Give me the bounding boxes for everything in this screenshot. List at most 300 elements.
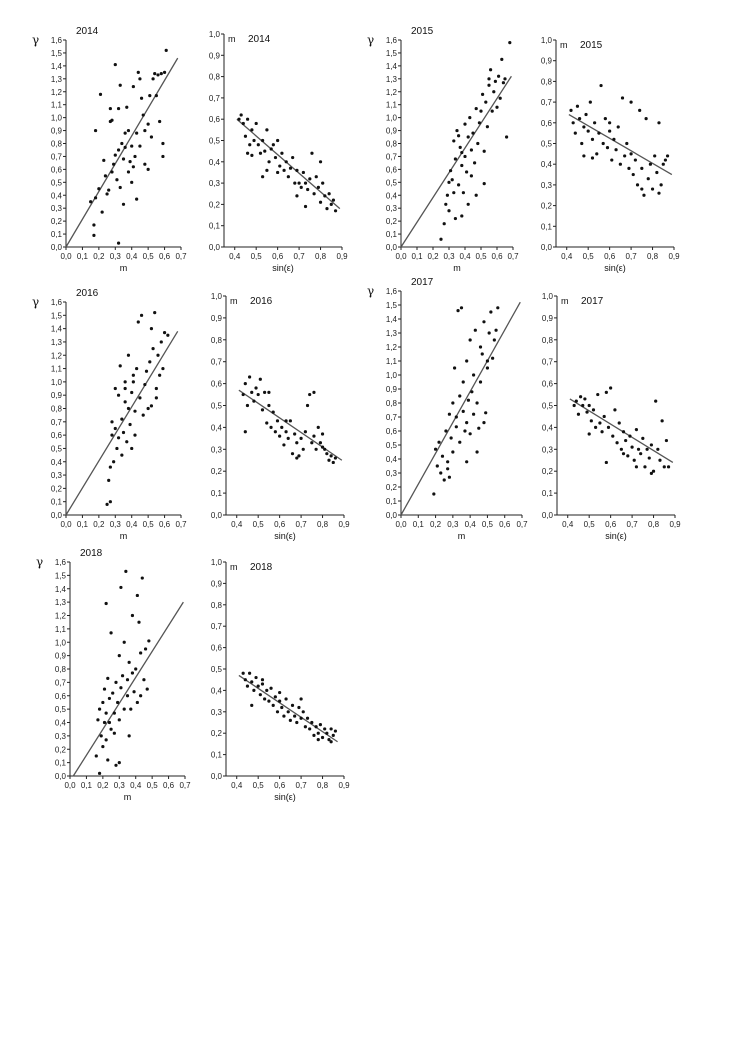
x-tick-label: 0,8	[647, 520, 660, 529]
data-point	[639, 452, 642, 455]
data-point	[289, 419, 292, 422]
data-point	[287, 710, 290, 713]
x-tick-label: 0,1	[411, 252, 423, 261]
data-point	[252, 689, 255, 692]
data-point	[130, 144, 133, 147]
x-tick-label: 0,7	[625, 252, 637, 261]
x-tick-label: 0,2	[97, 781, 109, 790]
data-point	[321, 736, 324, 739]
y-tick-label: 0,4	[385, 191, 397, 201]
chart-p2016a	[32, 288, 187, 541]
y-tick-label: 0,1	[50, 497, 62, 507]
data-point	[133, 410, 136, 413]
data-point	[112, 163, 115, 166]
chart-p2014b	[209, 30, 348, 273]
data-point	[587, 129, 590, 132]
y-tick-label: 1,2	[50, 351, 62, 361]
data-point	[104, 174, 107, 177]
data-point	[645, 117, 648, 120]
y-tick-label: 0,9	[210, 313, 222, 323]
x-tick-label: 0,3	[109, 520, 121, 529]
y-tick-label: 0,7	[540, 98, 552, 108]
data-point	[250, 128, 253, 131]
data-point	[640, 187, 643, 190]
data-point	[479, 110, 482, 113]
data-point	[146, 687, 149, 690]
data-point	[89, 200, 92, 203]
data-point	[147, 168, 150, 171]
data-point	[98, 708, 101, 711]
data-point	[282, 714, 285, 717]
y-tick-label: 0,7	[385, 413, 397, 422]
y-tick-label: 0,8	[385, 399, 397, 408]
data-point	[469, 432, 472, 435]
data-point	[155, 94, 158, 97]
data-point	[108, 697, 111, 700]
data-point	[130, 391, 133, 394]
y-axis-symbol: γ	[36, 555, 44, 569]
data-point	[475, 450, 478, 453]
data-point	[607, 426, 610, 429]
y-tick-label: 1,3	[385, 74, 397, 84]
x-tick-label: 0,5	[252, 781, 264, 790]
data-point	[654, 400, 657, 403]
data-point	[244, 678, 247, 681]
data-point	[150, 404, 153, 407]
data-point	[610, 158, 613, 161]
data-point	[117, 436, 120, 439]
data-point	[446, 467, 449, 470]
data-point	[250, 704, 253, 707]
y-tick-label: 0,6	[208, 115, 220, 125]
data-point	[330, 740, 333, 743]
data-point	[634, 158, 637, 161]
data-point	[244, 382, 247, 385]
data-point	[494, 329, 497, 332]
data-point	[150, 327, 153, 330]
data-point	[491, 357, 494, 360]
x-tick-label: 0,3	[443, 252, 455, 261]
data-point	[617, 125, 620, 128]
chart-p2017a	[367, 277, 528, 541]
year-label: 2018	[250, 562, 273, 573]
data-point	[114, 387, 117, 390]
data-point	[476, 142, 479, 145]
chart-p2018b	[211, 558, 350, 802]
data-point	[611, 435, 614, 438]
data-point	[508, 41, 511, 44]
data-point	[657, 192, 660, 195]
data-point	[626, 454, 629, 457]
data-point	[112, 460, 115, 463]
data-point	[321, 432, 324, 435]
data-point	[304, 725, 307, 728]
data-point	[276, 419, 279, 422]
year-label: 2016	[250, 296, 273, 307]
data-point	[259, 152, 262, 155]
y-axis-symbol: m	[228, 34, 236, 44]
y-axis-symbol: m	[230, 562, 238, 572]
data-point	[584, 113, 587, 116]
data-point	[447, 209, 450, 212]
data-point	[302, 171, 305, 174]
y-tick-label: 0,2	[210, 467, 222, 477]
data-point	[463, 122, 466, 125]
data-point	[444, 203, 447, 206]
y-tick-label: 0,5	[210, 665, 222, 674]
data-point	[317, 426, 320, 429]
data-point	[143, 129, 146, 132]
y-tick-label: 0,6	[541, 379, 553, 389]
data-point	[246, 685, 249, 688]
data-point	[588, 404, 591, 407]
data-point	[261, 408, 264, 411]
data-point	[456, 309, 459, 312]
y-tick-label: 1,0	[208, 30, 220, 39]
data-point	[462, 191, 465, 194]
data-point	[462, 410, 465, 413]
x-tick-label: 0,9	[336, 252, 348, 261]
data-point	[458, 394, 461, 397]
data-point	[612, 138, 615, 141]
data-point	[455, 415, 458, 418]
data-point	[254, 676, 257, 679]
data-point	[248, 143, 251, 146]
data-point	[483, 150, 486, 153]
y-tick-label: 0,0	[50, 243, 62, 252]
y-tick-label: 1,4	[50, 324, 62, 334]
y-tick-label: 1,0	[54, 638, 66, 648]
y-tick-label: 0,6	[54, 691, 66, 701]
data-point	[574, 132, 577, 135]
y-tick-label: 0,2	[54, 745, 66, 755]
x-tick-label: 0,6	[159, 520, 171, 529]
y-tick-label: 1,1	[54, 624, 66, 634]
x-tick-label: 0,4	[231, 520, 243, 529]
data-point	[147, 407, 150, 410]
data-point	[460, 306, 463, 309]
data-point	[334, 456, 337, 459]
data-point	[278, 164, 281, 167]
y-tick-label: 1,0	[385, 113, 397, 123]
data-point	[94, 196, 97, 199]
data-point	[447, 181, 450, 184]
data-point	[635, 428, 638, 431]
x-tick-label: 0,7	[175, 520, 187, 529]
data-point	[593, 121, 596, 124]
data-point	[117, 394, 120, 397]
data-point	[325, 452, 328, 455]
x-tick-label: 0,2	[430, 520, 442, 529]
data-point	[115, 447, 118, 450]
data-point	[105, 602, 108, 605]
data-point	[494, 80, 497, 83]
y-tick-label: 0,7	[210, 622, 222, 632]
data-point	[263, 150, 266, 153]
data-point	[663, 465, 666, 468]
y-tick-label: 0,7	[208, 93, 220, 103]
data-point	[441, 455, 444, 458]
y-tick-label: 1,5	[385, 48, 397, 58]
y-axis-symbol: γ	[32, 295, 40, 309]
data-point	[101, 745, 104, 748]
y-tick-label: 0,8	[54, 665, 66, 674]
data-point	[280, 426, 283, 429]
y-tick-label: 0,6	[540, 118, 552, 128]
data-point	[246, 404, 249, 407]
x-tick-label: 0,4	[464, 520, 476, 529]
data-point	[272, 143, 275, 146]
y-tick-label: 1,6	[385, 287, 397, 296]
data-point	[486, 366, 489, 369]
data-point	[632, 173, 635, 176]
data-point	[163, 331, 166, 334]
data-point	[284, 430, 287, 433]
data-point	[272, 704, 275, 707]
data-point	[166, 334, 169, 337]
data-point	[662, 163, 665, 166]
y-tick-label: 0,9	[385, 385, 397, 394]
data-point	[592, 408, 595, 411]
data-point	[269, 426, 272, 429]
data-point	[120, 142, 123, 145]
y-tick-label: 0,1	[540, 222, 552, 232]
y-axis-symbol: γ	[367, 284, 375, 298]
data-point	[589, 101, 592, 104]
data-point	[434, 448, 437, 451]
data-point	[141, 576, 144, 579]
y-tick-label: 0,5	[54, 705, 66, 715]
data-point	[161, 155, 164, 158]
data-point	[629, 101, 632, 104]
data-point	[496, 306, 499, 309]
data-point	[129, 708, 132, 711]
y-tick-label: 1,4	[54, 584, 66, 594]
y-tick-label: 0,1	[208, 221, 220, 231]
data-point	[105, 503, 108, 506]
data-point	[246, 118, 249, 121]
data-point	[660, 183, 663, 186]
data-point	[124, 132, 127, 135]
data-point	[246, 152, 249, 155]
data-point	[136, 594, 139, 597]
data-point	[92, 234, 95, 237]
data-point	[465, 460, 468, 463]
data-point	[330, 203, 333, 206]
data-point	[625, 142, 628, 145]
y-tick-label: 0,8	[50, 139, 62, 149]
x-axis-title: sin(ε)	[605, 531, 627, 541]
data-point	[124, 400, 127, 403]
data-point	[240, 113, 243, 116]
y-tick-label: 0,4	[385, 455, 397, 464]
y-tick-label: 1,6	[385, 36, 397, 45]
data-point	[636, 183, 639, 186]
x-tick-label: 0,6	[604, 252, 616, 261]
data-point	[109, 728, 112, 731]
y-tick-label: 0,9	[50, 391, 62, 401]
y-tick-label: 1,2	[54, 611, 66, 621]
data-point	[629, 152, 632, 155]
x-axis-title: m	[119, 531, 128, 541]
data-point	[640, 167, 643, 170]
data-point	[92, 223, 95, 226]
x-tick-label: 0,4	[459, 252, 471, 261]
data-point	[139, 694, 142, 697]
x-tick-label: 0,5	[146, 781, 158, 790]
data-point	[289, 167, 292, 170]
data-point	[304, 182, 307, 185]
y-tick-label: 0,3	[54, 731, 66, 741]
data-point	[106, 677, 109, 680]
data-point	[128, 160, 131, 163]
data-point	[113, 712, 116, 715]
y-tick-label: 0,5	[541, 401, 553, 411]
data-point	[125, 440, 128, 443]
data-point	[575, 400, 578, 403]
y-tick-label: 0,8	[541, 335, 553, 345]
data-point	[585, 410, 588, 413]
x-tick-label: 0,7	[295, 781, 307, 790]
data-point	[142, 414, 145, 417]
data-point	[109, 500, 112, 503]
x-tick-label: 0,4	[562, 520, 574, 529]
y-axis-symbol: γ	[32, 33, 40, 47]
data-point	[147, 639, 150, 642]
data-point	[128, 734, 131, 737]
data-point	[153, 72, 156, 75]
data-point	[158, 374, 161, 377]
data-point	[624, 439, 627, 442]
data-point	[444, 429, 447, 432]
data-point	[606, 146, 609, 149]
x-tick-label: 0,7	[507, 252, 519, 261]
y-tick-label: 0,9	[540, 56, 552, 66]
year-label: 2017	[581, 296, 604, 307]
data-point	[608, 129, 611, 132]
data-point	[135, 198, 138, 201]
y-tick-label: 0,5	[385, 178, 397, 188]
data-point	[140, 314, 143, 317]
data-point	[105, 738, 108, 741]
data-point	[471, 132, 474, 135]
regression-line	[73, 602, 183, 776]
data-point	[657, 121, 660, 124]
regression-line	[66, 58, 178, 247]
y-tick-label: 1,3	[50, 337, 62, 347]
data-point	[648, 456, 651, 459]
data-point	[130, 181, 133, 184]
data-point	[572, 121, 575, 124]
y-tick-label: 0,4	[210, 423, 222, 433]
y-tick-label: 0,1	[385, 230, 397, 240]
data-point	[332, 461, 335, 464]
data-point	[133, 155, 136, 158]
x-axis-title: sin(ε)	[272, 263, 294, 273]
data-point	[618, 421, 621, 424]
y-tick-label: 0,0	[210, 511, 222, 520]
data-point	[97, 187, 100, 190]
data-point	[108, 721, 111, 724]
data-point	[101, 210, 104, 213]
data-point	[312, 734, 315, 737]
data-point	[107, 188, 110, 191]
data-point	[151, 77, 154, 80]
data-point	[161, 367, 164, 370]
data-point	[460, 164, 463, 167]
y-tick-label: 0,6	[385, 427, 397, 436]
data-point	[156, 73, 159, 76]
data-point	[603, 415, 606, 418]
data-point	[487, 77, 490, 80]
y-tick-label: 0,3	[385, 469, 397, 478]
data-point	[319, 160, 322, 163]
y-tick-label: 1,0	[541, 292, 553, 301]
y-tick-label: 1,5	[50, 48, 62, 58]
data-point	[310, 721, 313, 724]
data-point	[622, 430, 625, 433]
y-tick-label: 0,2	[208, 200, 220, 210]
data-point	[114, 63, 117, 66]
data-point	[655, 171, 658, 174]
data-point	[148, 94, 151, 97]
data-point	[647, 177, 650, 180]
data-point	[319, 723, 322, 726]
regression-line	[401, 76, 511, 247]
data-point	[306, 188, 309, 191]
data-point	[453, 366, 456, 369]
data-point	[635, 465, 638, 468]
data-point	[465, 170, 468, 173]
data-point	[165, 49, 168, 52]
y-tick-label: 0,1	[385, 497, 397, 506]
data-point	[278, 435, 281, 438]
data-point	[595, 152, 598, 155]
data-point	[130, 447, 133, 450]
data-point	[150, 135, 153, 138]
y-tick-label: 0,5	[385, 441, 397, 450]
data-point	[470, 174, 473, 177]
data-point	[454, 157, 457, 160]
y-tick-label: 0,0	[54, 772, 66, 781]
y-tick-label: 0,9	[385, 126, 397, 136]
data-point	[131, 671, 134, 674]
data-point	[308, 177, 311, 180]
y-tick-label: 0,9	[541, 313, 553, 323]
data-point	[591, 156, 594, 159]
y-tick-label: 0,2	[540, 201, 552, 211]
x-tick-label: 0,4	[126, 252, 138, 261]
data-point	[114, 681, 117, 684]
y-tick-label: 0,2	[541, 467, 553, 477]
data-point	[280, 706, 283, 709]
data-point	[486, 359, 489, 362]
y-tick-label: 0,3	[540, 180, 552, 190]
data-point	[113, 732, 116, 735]
y-tick-label: 0,0	[385, 243, 397, 252]
data-point	[604, 117, 607, 120]
data-point	[140, 97, 143, 100]
data-point	[261, 139, 264, 142]
data-point	[637, 448, 640, 451]
data-point	[153, 311, 156, 314]
x-tick-label: 0,2	[93, 252, 105, 261]
data-point	[469, 338, 472, 341]
regression-line	[239, 675, 338, 741]
data-point	[139, 651, 142, 654]
data-point	[478, 121, 481, 124]
data-point	[111, 691, 114, 694]
